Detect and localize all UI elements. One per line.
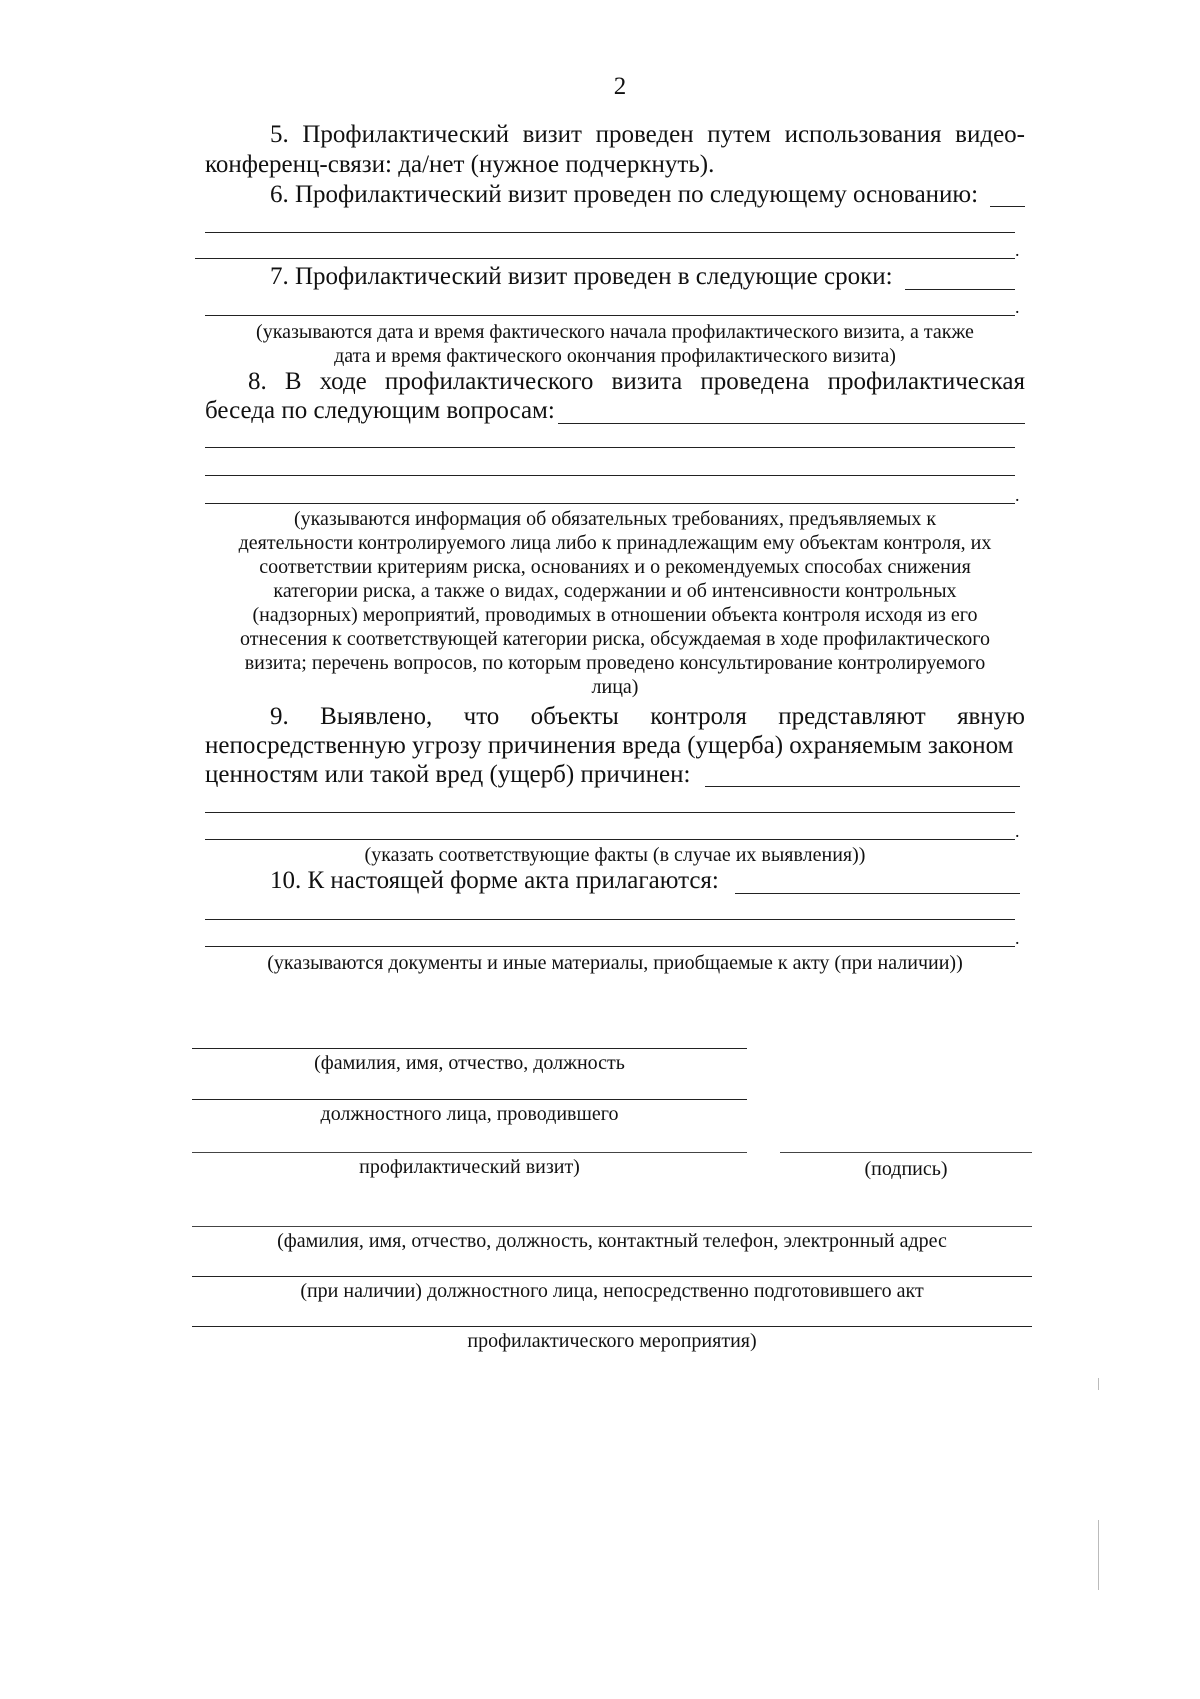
- item5-line1: 5. Профилактический визит проведен путем использования видео-: [270, 121, 1025, 148]
- item8-line1-word: 8.: [248, 368, 267, 395]
- item8-note-line-5: отнесения к соответствующей категории риска, обсуждаемая в ходе профилактического: [240, 628, 990, 650]
- item8-line1-word: ходе: [319, 368, 367, 395]
- item6-blank-inline: [990, 206, 1025, 207]
- item10-blank-inline: [735, 893, 1020, 894]
- official-caption-line3: профилактический визит): [359, 1156, 580, 1178]
- item9-line1-word: объекты: [530, 703, 619, 730]
- item8-line1-word: В: [284, 368, 302, 395]
- item10-note: (указываются документы и иные материалы, приобщаемые к акту (при наличии)): [267, 952, 963, 974]
- item6-blank-1: [205, 232, 1015, 233]
- item8-line2: беседа по следующим вопросам:: [205, 397, 555, 424]
- item9-line1-word: Выявлено,: [320, 703, 433, 730]
- item9-line1-word: что: [463, 703, 500, 730]
- item10-blank-2: [205, 946, 1015, 947]
- item9-blank-inline: [705, 786, 1020, 787]
- item9-blank-1: [205, 812, 1015, 813]
- item10-end-dot: .: [1015, 928, 1020, 948]
- item9-line2: непосредственную угрозу причинения вреда (ущерба) охраняемым законом: [205, 732, 1014, 759]
- item8-note-line-3: категории риска, а также о видах, содержании и об интенсивности контрольных: [273, 580, 957, 602]
- item8-line1-word: визита: [611, 368, 683, 395]
- item8-note-line-6: визита; перечень вопросов, по которым проведено консультирование контролируемого: [244, 652, 986, 674]
- item10-line1: 10. К настоящей форме акта прилагаются:: [270, 867, 719, 894]
- preparer-caption-line3: профилактического мероприятия): [467, 1330, 757, 1352]
- item8-note-line-1: деятельности контролируемого лица либо к принадлежащим ему объектам контроля, их: [238, 532, 992, 554]
- item8-note-line-2: соответствии критериям риска, основаниях и о рекомендуемых способах снижения: [259, 556, 971, 578]
- item8-line1-word: профилактическая: [827, 368, 1025, 395]
- official-caption-line1: (фамилия, имя, отчество, должность: [314, 1052, 625, 1074]
- official-name-rule-2: [192, 1099, 747, 1100]
- item9-blank-2: [205, 839, 1015, 840]
- preparer-rule-1: [192, 1226, 1032, 1227]
- item9-line1-word: представляют: [778, 703, 926, 730]
- item6-blank-2: [195, 258, 1015, 259]
- item8-blank-2: [205, 475, 1015, 476]
- item6-end-dot: .: [1015, 240, 1020, 260]
- item8-note-line-4: (надзорных) мероприятий, проводимых в отношении объекта контроля исходя из его: [252, 604, 978, 626]
- signature-caption: (подпись): [864, 1158, 948, 1180]
- official-caption-line2: должностного лица, проводившего: [320, 1103, 619, 1125]
- preparer-rule-2: [192, 1276, 1032, 1277]
- item9-line1-word: контроля: [650, 703, 747, 730]
- item8-blank-3: [205, 503, 1015, 504]
- page-number: 2: [613, 73, 627, 100]
- scan-edge-mark: [1098, 1520, 1099, 1590]
- item9-line3: ценностям или такой вред (ущерб) причинен:: [205, 761, 691, 788]
- item6-line1: 6. Профилактический визит проведен по следующему основанию:: [270, 181, 979, 208]
- item8-blank-inline: [558, 423, 1025, 424]
- item7-line1: 7. Профилактический визит проведен в следующие сроки:: [270, 263, 893, 290]
- item8-line1-word: проведена: [700, 368, 810, 395]
- item7-end-dot: .: [1015, 297, 1020, 317]
- preparer-caption-line2: (при наличии) должностного лица, непосредственно подготовившего акт: [300, 1280, 924, 1302]
- item8-note-line-7: лица): [591, 676, 639, 698]
- item9-note: (указать соответствующие факты (в случае их выявления)): [364, 844, 866, 866]
- item7-blank-1: [205, 315, 1015, 316]
- item8-end-dot: .: [1015, 485, 1020, 505]
- item9-line1-word: явную: [957, 703, 1025, 730]
- preparer-caption-line1: (фамилия, имя, отчество, должность, контактный телефон, электронный адрес: [277, 1230, 947, 1252]
- item7-blank-inline: [905, 289, 1015, 290]
- official-name-rule-3: [192, 1152, 747, 1153]
- item8-blank-1: [205, 447, 1015, 448]
- official-name-rule-1: [192, 1048, 747, 1049]
- item8-note-line-0: (указываются информация об обязательных требованиях, предъявляемых к: [293, 508, 937, 530]
- item8-line1: [248, 367, 1025, 397]
- item9-end-dot: .: [1015, 821, 1020, 841]
- scan-edge-mark: [1098, 1378, 1099, 1390]
- item7-note-line1: (указываются дата и время фактического начала профилактического визита, а также: [256, 321, 974, 343]
- item10-blank-1: [205, 919, 1015, 920]
- item8-line1-word: профилактического: [384, 368, 594, 395]
- item9-line1-word: 9.: [270, 703, 289, 730]
- item5-line2: конференц-связи: да/нет (нужное подчеркнуть).: [205, 151, 715, 178]
- item7-note-line2: дата и время фактического окончания профилактического визита): [334, 345, 896, 367]
- item9-line1: [270, 702, 1025, 732]
- preparer-rule-3: [192, 1326, 1032, 1327]
- signature-rule: [780, 1152, 1032, 1153]
